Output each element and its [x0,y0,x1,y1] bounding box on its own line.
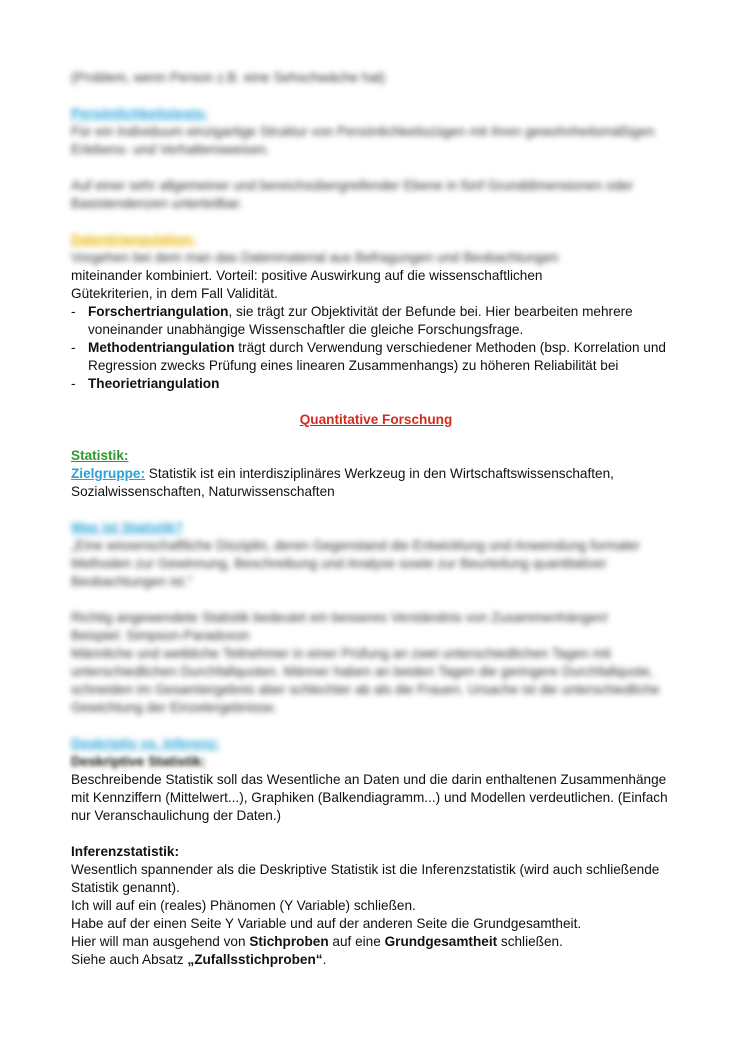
inferenz-line2: Ich will auf ein (reales) Phänomen (Y Variable) schließen. [71,898,416,913]
datentriangulation-line2: miteinander kombiniert. Vorteil: positive Auswirkung auf die wissenschaftlichen [71,268,543,283]
intro-line: (Problem, wenn Person z.B. eine Sehschwäche hat) [71,70,386,85]
forschertriangulation-term: Forschertriangulation [88,304,229,319]
was-ist-para-line1: Richtig angewendete Statistik bedeutet ein besseres Verständnis von Zusammenhängen! [71,610,609,625]
deskriptive-statistik-subheading: Deskriptive Statistik: [71,754,206,769]
deskriptiv-inferenz-heading: Deskriptiv vs. Inferenz: [71,736,220,751]
persoenlichkeit-para2: Auf einer sehr allgemeiner und bereichsübergreifender Ebene in fünf Grunddimensionen oder Basistendenzen unterteilbar. [71,178,634,211]
section-title: Quantitative Forschung [299,412,453,427]
inferenz-line4: Hier will man ausgehend von Stichproben auf eine Grundgesamtheit schließen. [71,934,563,949]
inferenz-line1: Wesentlich spannender als die Deskriptive Statistik ist die Inferenzstatistik (wird auch schließende Statistik genannt). [71,862,660,895]
list-item: - Theorietriangulation [71,376,220,391]
persoenlichkeit-heading: Persönlichkeitstests: [71,106,208,121]
persoenlichkeit-section [71,105,681,213]
stichproben-term: Stichproben [249,934,329,949]
was-ist-heading: Was ist Statistik? [71,520,184,535]
inferenz-line5: Siehe auch Absatz „Zufallsstichproben“. [71,952,327,967]
inferenzstatistik-heading: Inferenzstatistik: [71,844,180,859]
datentriangulation-blurred-line: Vorgehen bei dem man das Datenmaterial aus Befragungen und Beobachtungen [71,250,559,265]
was-ist-para-line2: Beispiel: Simpson-Paradoxon [71,628,250,643]
list-item: - Methodentriangulation trägt durch Verwendung verschiedener Methoden (bsp. Korrelation und Regression zwecks Prüfung eines linearen Zusammenhangs) zu höheren Reliabilität bei [71,340,666,373]
theorietriangulation-term: Theorietriangulation [88,376,220,391]
datentriangulation-line3: Gütekriterien, in dem Fall Validität. [71,286,278,301]
statistik-heading: Statistik: [71,448,129,463]
list-item: - Forschertriangulation, sie trägt zur Objektivität der Befunde bei. Hier bearbeiten mehrere voneinander unabhängige Wissenschaftler die gleiche Forschungsfrage. [71,304,633,337]
document-content [71,69,681,969]
was-ist-quote: „Eine wissenschaftliche Disziplin, deren Gegenstand die Entwicklung und Anwendung formaler Methoden zur Gewinnung, Beschreibung und Analyse sowie zur Beurteilung quantitativer Beobachtungen ist.“ [71,538,640,589]
zielgruppe-text: Statistik ist ein interdisziplinäres Werkzeug in den Wirtschaftswissenschaften, Sozialwissenschaften, Naturwissenschaften [71,466,614,499]
methodentriangulation-term: Methodentriangulation [88,340,235,355]
was-ist-statistik-section [71,519,681,717]
inferenz-line3: Habe auf der einen Seite Y Variable und auf der anderen Seite die Grundgesamtheit. [71,916,582,931]
deskriptiv-text: Beschreibende Statistik soll das Wesentliche an Daten und die darin enthaltenen Zusammenhänge mit Kennziffern (Mittelwert...), Graphiken (Balkendiagramm...) und Modellen verdeutlichen. (Einfach nur Veranschaulichung der Daten.) [71,772,668,823]
zielgruppe-label: Zielgruppe: [71,466,146,481]
zufallsstichproben-reference: „Zufallsstichproben“ [187,952,323,967]
triangulation-list [71,303,681,393]
grundgesamtheit-term: Grundgesamtheit [384,934,498,949]
persoenlichkeit-para1: Für ein Individuum einzigartige Struktur von Persönlichkeitszügen mit ihren gewohnheitsmäßigen Erlebens- und Verhaltensweisen. [71,124,655,157]
datentriangulation-heading: Datentriangulation: [71,232,196,247]
was-ist-para-rest: Männliche und weibliche Teilnehmer in einer Prüfung an zwei unterschiedlichen Tagen mit unterschiedlichen Durchfallquoten. Männer haben an beiden Tagen die geringere Durchfallquote, schneiden im Gesamtergebnis aber schlechter ab als die Frauen. Ursache ist die unterschiedliche Gewichtung der Einzelergebnisse. [71,646,660,715]
